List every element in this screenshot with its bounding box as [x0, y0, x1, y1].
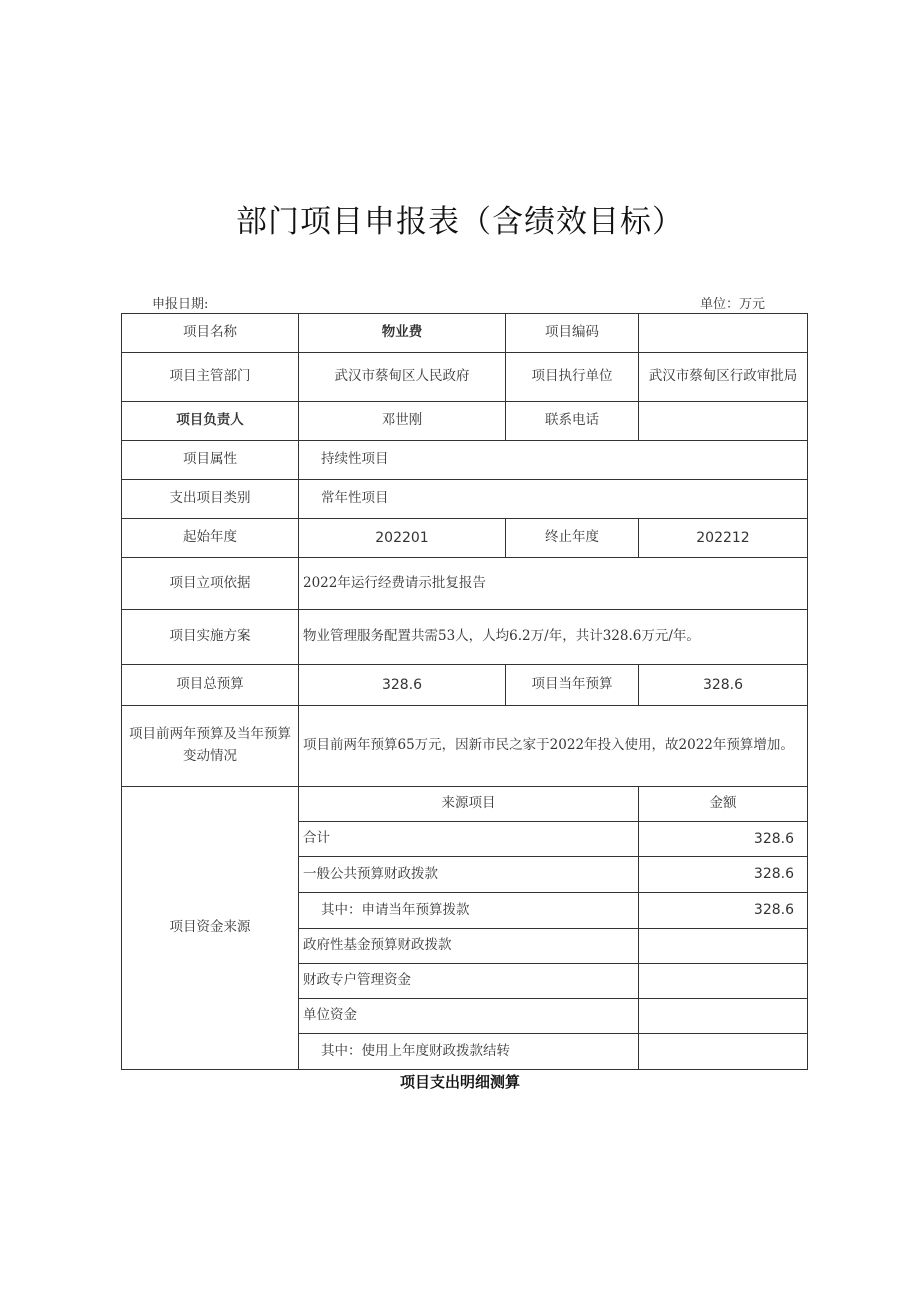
funding-col-source: 来源项目: [299, 787, 639, 822]
plan-label: 项目实施方案: [122, 610, 299, 665]
project-name-value: 物业费: [299, 314, 506, 353]
category-value: 常年性项目: [299, 480, 808, 519]
row-project-name: [122, 314, 808, 353]
department-value: 武汉市蔡甸区人民政府: [299, 353, 506, 402]
funding-amount: [639, 929, 808, 964]
attribute-value: 持续性项目: [299, 441, 808, 480]
start-year-value: 202201: [299, 519, 506, 558]
end-year-value: 202212: [639, 519, 808, 558]
exec-unit-value: 武汉市蔡甸区行政审批局: [639, 353, 808, 402]
row-owner: [122, 402, 808, 441]
row-plan: [122, 610, 808, 665]
funding-amount: [639, 999, 808, 1034]
phone-value: [639, 402, 808, 441]
funding-amount: [639, 1034, 808, 1070]
project-code-value: [639, 314, 808, 353]
unit-label: 单位：万元: [700, 297, 766, 312]
funding-source-name: 其中：申请当年预算拨款: [299, 893, 639, 929]
project-name-label: 项目名称: [122, 314, 299, 353]
funding-source-name: 合计: [299, 822, 639, 857]
funding-label: 项目资金来源: [122, 787, 299, 1070]
current-budget-value: 328.6: [639, 665, 808, 706]
row-budget: [122, 665, 808, 706]
owner-label: 项目负责人: [122, 402, 299, 441]
row-years: [122, 519, 808, 558]
attribute-label: 项目属性: [122, 441, 299, 480]
funding-amount: 328.6: [639, 822, 808, 857]
application-form-table: [121, 313, 808, 1070]
funding-amount: 328.6: [639, 857, 808, 893]
total-budget-value: 328.6: [299, 665, 506, 706]
footer-heading: 项目支出明细测算: [399, 1073, 520, 1091]
page-title: 部门项目申报表（含绩效目标）: [236, 204, 684, 240]
budget-change-label: 项目前两年预算及当年预算变动情况: [122, 706, 299, 787]
funding-source-name: 政府性基金预算财政拨款: [299, 929, 639, 964]
date-label: 申报日期:: [152, 297, 209, 312]
end-year-label: 终止年度: [506, 519, 639, 558]
budget-change-value: 项目前两年预算65万元，因新市民之家于2022年投入使用，故2022年预算增加。: [299, 706, 808, 787]
row-budget-change: [122, 706, 808, 787]
exec-unit-label: 项目执行单位: [506, 353, 639, 402]
phone-label: 联系电话: [506, 402, 639, 441]
plan-value: 物业管理服务配置共需53人，人均6.2万/年，共计328.6万元/年。: [299, 610, 808, 665]
project-code-label: 项目编码: [506, 314, 639, 353]
total-budget-label: 项目总预算: [122, 665, 299, 706]
department-label: 项目主管部门: [122, 353, 299, 402]
row-department: [122, 353, 808, 402]
funding-source-name: 其中：使用上年度财政拨款结转: [299, 1034, 639, 1070]
funding-amount: [639, 964, 808, 999]
funding-source-name: 财政专户管理资金: [299, 964, 639, 999]
row-category: [122, 480, 808, 519]
basis-value: 2022年运行经费请示批复报告: [299, 558, 808, 610]
funding-header-row: [122, 787, 808, 822]
basis-label: 项目立项依据: [122, 558, 299, 610]
funding-source-name: 一般公共预算财政拨款: [299, 857, 639, 893]
row-basis: [122, 558, 808, 610]
current-budget-label: 项目当年预算: [506, 665, 639, 706]
funding-col-amount: 金额: [639, 787, 808, 822]
category-label: 支出项目类别: [122, 480, 299, 519]
owner-value: 邓世刚: [299, 402, 506, 441]
funding-source-name: 单位资金: [299, 999, 639, 1034]
start-year-label: 起始年度: [122, 519, 299, 558]
row-attribute: [122, 441, 808, 480]
funding-amount: 328.6: [639, 893, 808, 929]
